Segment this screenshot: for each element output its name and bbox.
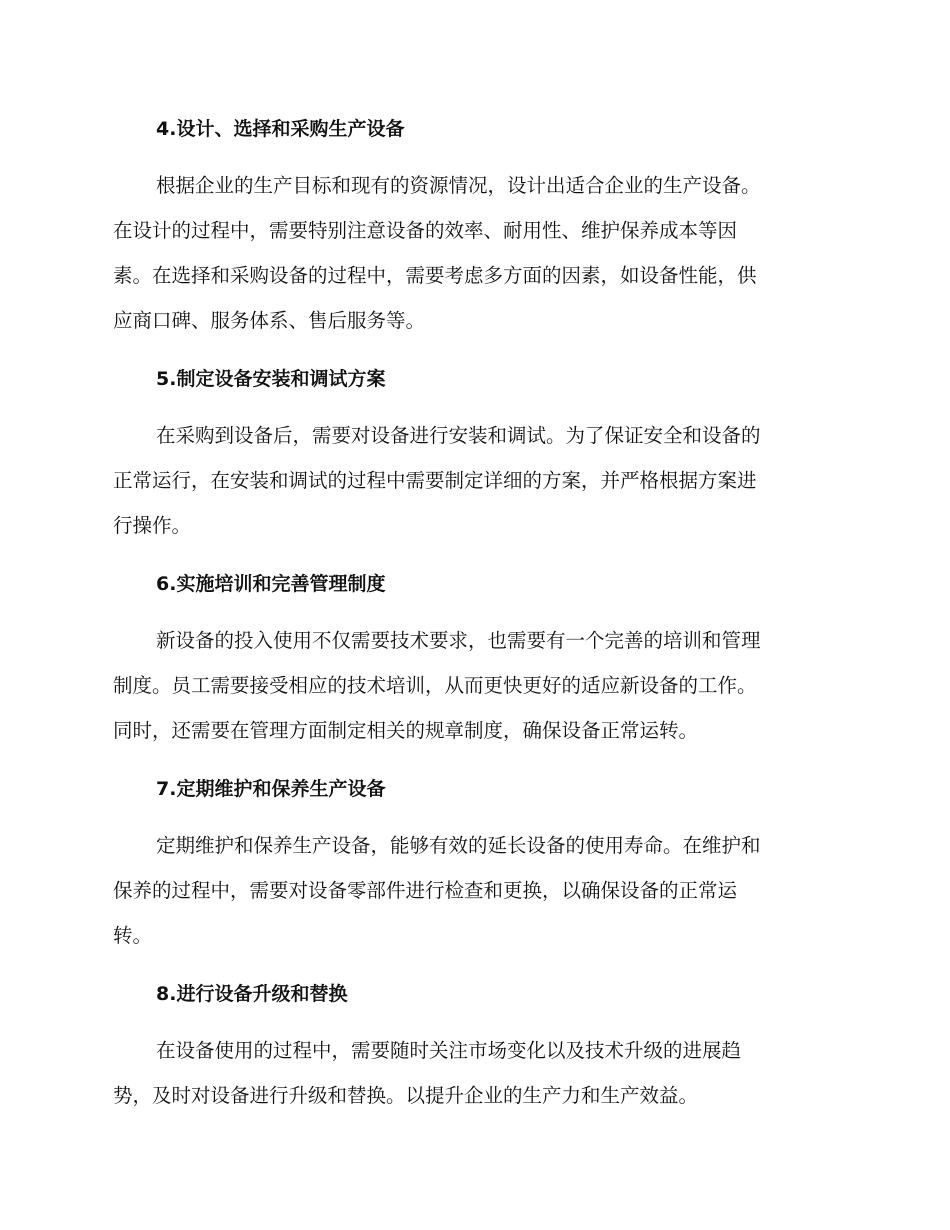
section-paragraph	[113, 618, 835, 753]
section-8	[113, 977, 835, 1118]
section-heading: 7.定期维护和保养生产设备	[156, 778, 386, 800]
section-4	[113, 112, 835, 343]
paragraph-line: 同时，还需要在管理方面制定相关的规章制度，确保设备正常运转。	[113, 719, 699, 742]
paragraph-line: 行操作。	[113, 514, 192, 537]
section-paragraph	[113, 823, 835, 958]
paragraph-line: 新设备的投入使用不仅需要技术要求，也需要有一个完善的培训和管理	[156, 629, 761, 652]
paragraph-line: 定期维护和保养生产设备，能够有效的延长设备的使用寿命。在维护和	[156, 834, 761, 857]
document-page	[113, 112, 835, 1137]
paragraph-line: 保养的过程中，需要对设备零部件进行检查和更换，以确保设备的正常运	[113, 879, 738, 902]
section-heading: 6.实施培训和完善管理制度	[156, 573, 386, 595]
paragraph-line: 转。	[113, 924, 153, 947]
section-heading: 8.进行设备升级和替换	[156, 983, 348, 1005]
paragraph-line: 在设计的过程中，需要特别注意设备的效率、耐用性、维护保养成本等因	[113, 219, 738, 242]
paragraph-line: 势，及时对设备进行升级和替换。以提升企业的生产力和生产效益。	[113, 1084, 699, 1107]
paragraph-line: 素。在选择和采购设备的过程中，需要考虑多方面的因素，如设备性能，供	[113, 264, 757, 287]
paragraph-line: 根据企业的生产目标和现有的资源情况，设计出适合企业的生产设备。	[156, 174, 761, 197]
section-7	[113, 772, 835, 958]
section-paragraph	[113, 413, 835, 548]
section-paragraph	[113, 1028, 835, 1118]
section-heading: 4.设计、选择和采购生产设备	[156, 118, 405, 140]
section-heading: 5.制定设备安装和调试方案	[156, 368, 386, 390]
section-6	[113, 567, 835, 753]
paragraph-line: 在设备使用的过程中，需要随时关注市场变化以及技术升级的进展趋	[156, 1039, 742, 1062]
paragraph-line: 在采购到设备后，需要对设备进行安装和调试。为了保证安全和设备的	[156, 424, 761, 447]
section-5	[113, 362, 835, 548]
paragraph-line: 正常运行，在安装和调试的过程中需要制定详细的方案，并严格根据方案进	[113, 469, 757, 492]
section-paragraph	[113, 163, 835, 343]
paragraph-line: 应商口碑、服务体系、售后服务等。	[113, 309, 426, 332]
paragraph-line: 制度。员工需要接受相应的技术培训，从而更快更好的适应新设备的工作。	[113, 674, 757, 697]
